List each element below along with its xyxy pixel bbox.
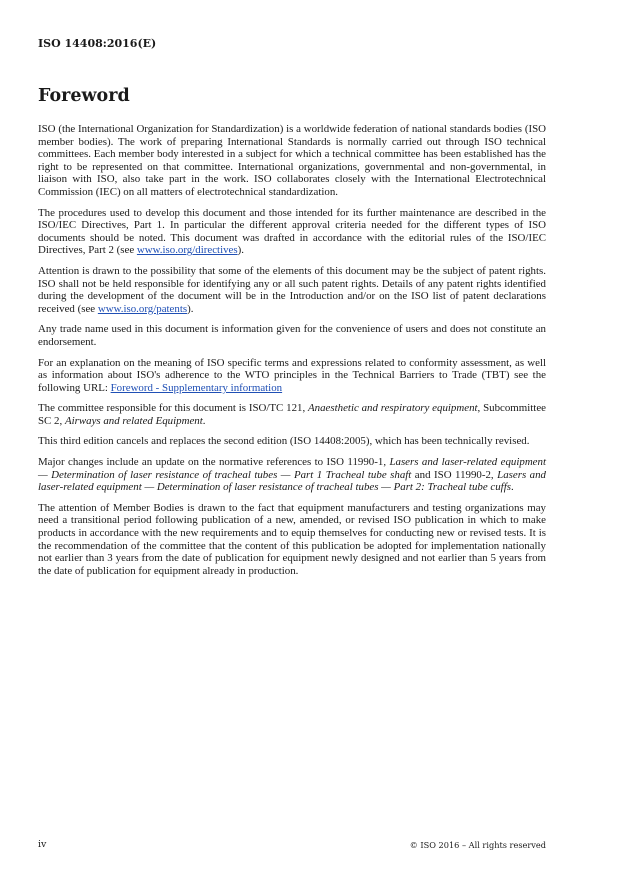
committee-title: Anaesthetic and respiratory equipment <box>308 402 478 415</box>
paragraph-text: , Subcommittee SC 2, <box>38 402 546 427</box>
paragraph-text: Attention is drawn to the possibility that some of the elements of this document may be the subject of patent rights. ISO shall not be held responsible for identifying any or all such patent rights. Details of any patent rights identified during the development of the document will be in the Introduction and/or on the ISO list of patent declarations received (see <box>38 264 546 315</box>
reference-title-part2: Lasers and laser-related equipment — Determination of laser resistance of tracheal tubes — Part 2: Tracheal tube cuffs <box>38 468 547 494</box>
subcommittee-title: Airways and related Equipment <box>64 414 203 427</box>
directives-link[interactable]: www.iso.org/directives <box>136 244 238 257</box>
paragraph-iso-intro: ISO (the International Organization for Standardization) is a worldwide federation of national standards bodies (ISO member bodies). The work of preparing International Standards is normally carried out through ISO technical committees. Each member body interested in a subject for which a technical committee has been established has the right to be represented on that committee. International organizations, governmental and non-governmental, in liaison with ISO, also take part in the work. ISO collaborates closely with the International Electrotechnical Commission (IEC) on all matters of electrotechnical standardization. <box>38 123 546 198</box>
paragraph-attention: The attention of Member Bodies is drawn to the fact that equipment manufacturers and testing organizations may need a transitional period following publication of a new, amended, or revised ISO publication in which to make products in accordance with the new requirements and to equip themselves for conducting new or revised tests. It is the recommendation of the committee that the content of this publication be adopted for implementation nationally not earlier than 3 years from the date of publication for equipment newly designed and not earlier than 5 years from the date of publication for equipment already in production. <box>38 501 546 577</box>
document-id: ISO 14408:2016(E) <box>38 37 157 50</box>
paragraph-text: The procedures used to develop this document and those intended for its further maintenance are described in the ISO/IEC Directives, Part 1. In particular the different approval criteria needed for the different types of ISO documents should be noted. This document was drafted in accordance with the editorial rules of the ISO/IEC Directives, Part 2 (see <box>38 206 546 257</box>
paragraph-end: . <box>202 414 206 427</box>
paragraph-conformity <box>38 357 546 395</box>
paragraph-procedures <box>38 207 546 257</box>
reference-title-part1: Lasers and laser-related equipment — Determination of laser resistance of tracheal tubes — Part 1 Tracheal tube shaft <box>38 456 546 481</box>
page-number: iv <box>38 839 47 850</box>
paragraph-text: and ISO 11990-2, <box>411 468 498 481</box>
paragraph-changes <box>38 456 546 494</box>
patents-link[interactable]: www.iso.org/patents <box>97 302 188 315</box>
paragraph-patents <box>38 265 546 315</box>
paragraph-text: The committee responsible for this document is ISO/TC 121, <box>38 402 308 415</box>
paragraph-text: For an explanation on the meaning of ISO specific terms and expressions related to conformity assessment, as well as information about ISO's adherence to the WTO principles in the Technical Barriers to Trade (TBT) see the following URL: <box>38 356 546 394</box>
paragraph-text: Major changes include an update on the normative references to ISO 11990-1, <box>38 456 390 469</box>
page-title: Foreword <box>38 86 130 106</box>
paragraph-end: ). <box>187 302 194 315</box>
paragraph-end: ). <box>237 244 244 257</box>
paragraph-end: . <box>510 481 514 494</box>
copyright-notice: © ISO 2016 – All rights reserved <box>409 840 546 850</box>
supplementary-info-link[interactable]: Foreword - Supplementary information <box>110 381 283 394</box>
paragraph-edition: This third edition cancels and replaces the second edition (ISO 14408:2005), which has been technically revised. <box>38 435 530 448</box>
foreword-body <box>38 123 546 585</box>
paragraph-trade-name: Any trade name used in this document is information given for the convenience of users and does not constitute an endorsement. <box>38 323 546 348</box>
paragraph-committee <box>38 402 546 427</box>
